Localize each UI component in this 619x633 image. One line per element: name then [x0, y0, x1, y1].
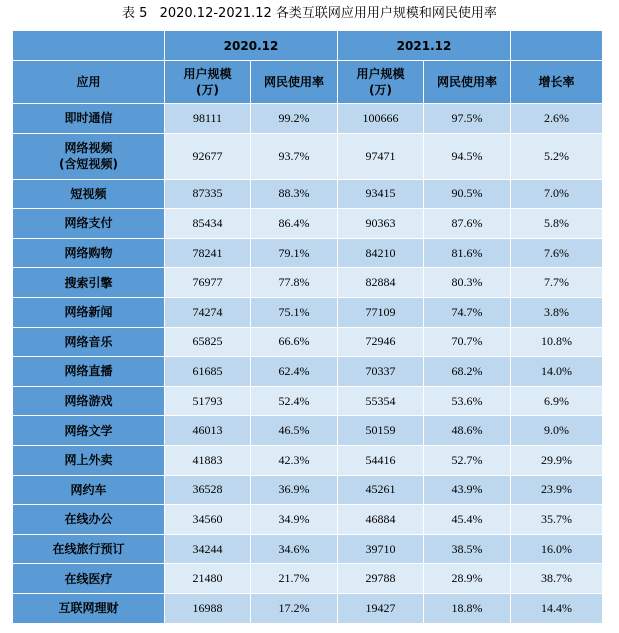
table-row	[13, 593, 603, 623]
table-row	[13, 238, 603, 268]
app-name-line: 网络支付	[64, 216, 113, 231]
usage-table	[12, 30, 603, 624]
cell-users-2021: 45261	[338, 475, 424, 505]
cell-rate-2020: 34.9%	[251, 505, 338, 535]
header-users-unit: (万)	[369, 83, 392, 97]
cell-growth: 5.2%	[511, 133, 603, 179]
cell-users-2020: 46013	[165, 416, 251, 446]
header-app: 应用	[13, 61, 165, 104]
cell-rate-2021: 74.7%	[424, 297, 511, 327]
cell-rate-2021: 43.9%	[424, 475, 511, 505]
cell-users-2020: 21480	[165, 564, 251, 594]
table-row	[13, 357, 603, 387]
table-row	[13, 445, 603, 475]
cell-app-name	[13, 564, 165, 594]
cell-growth: 9.0%	[511, 416, 603, 446]
app-name-subline: (含短视频)	[59, 157, 118, 172]
cell-users-2020: 16988	[165, 593, 251, 623]
table-body	[13, 104, 603, 624]
cell-users-2020: 36528	[165, 475, 251, 505]
cell-app-name	[13, 357, 165, 387]
cell-app-name	[13, 505, 165, 535]
app-name-line: 在线旅行预订	[52, 542, 125, 557]
cell-users-2020: 85434	[165, 209, 251, 239]
cell-rate-2020: 77.8%	[251, 268, 338, 298]
cell-users-2020: 51793	[165, 386, 251, 416]
cell-growth: 14.4%	[511, 593, 603, 623]
header-growth: 增长率	[511, 61, 603, 104]
header-blank-app	[13, 31, 165, 61]
cell-users-2021: 55354	[338, 386, 424, 416]
cell-users-2020: 41883	[165, 445, 251, 475]
table-row	[13, 209, 603, 239]
cell-rate-2021: 48.6%	[424, 416, 511, 446]
cell-users-2020: 34560	[165, 505, 251, 535]
header-rate-2020: 网民使用率	[251, 61, 338, 104]
table-row	[13, 505, 603, 535]
cell-rate-2021: 97.5%	[424, 104, 511, 134]
cell-app-name	[13, 209, 165, 239]
cell-app-name	[13, 238, 165, 268]
cell-users-2021: 97471	[338, 133, 424, 179]
cell-users-2020: 92677	[165, 133, 251, 179]
cell-rate-2021: 68.2%	[424, 357, 511, 387]
table-row	[13, 534, 603, 564]
cell-growth: 2.6%	[511, 104, 603, 134]
table-caption	[0, 4, 619, 24]
cell-users-2021: 54416	[338, 445, 424, 475]
cell-users-2020: 78241	[165, 238, 251, 268]
cell-rate-2021: 70.7%	[424, 327, 511, 357]
cell-app-name	[13, 327, 165, 357]
app-name-line: 短视频	[70, 186, 107, 201]
cell-users-2021: 19427	[338, 593, 424, 623]
header-users-2020	[165, 61, 251, 104]
cell-rate-2020: 17.2%	[251, 593, 338, 623]
cell-growth: 10.8%	[511, 327, 603, 357]
table-row	[13, 327, 603, 357]
cell-rate-2020: 62.4%	[251, 357, 338, 387]
header-users-label: 用户规模	[356, 67, 405, 81]
app-name-line: 网上外卖	[64, 453, 113, 468]
cell-app-name	[13, 445, 165, 475]
cell-rate-2021: 80.3%	[424, 268, 511, 298]
cell-app-name	[13, 475, 165, 505]
cell-rate-2020: 99.2%	[251, 104, 338, 134]
table-row	[13, 268, 603, 298]
cell-rate-2020: 46.5%	[251, 416, 338, 446]
cell-rate-2020: 66.6%	[251, 327, 338, 357]
cell-users-2021: 39710	[338, 534, 424, 564]
cell-users-2020: 98111	[165, 104, 251, 134]
table-row	[13, 297, 603, 327]
cell-app-name	[13, 133, 165, 179]
cell-users-2021: 50159	[338, 416, 424, 446]
cell-users-2020: 74274	[165, 297, 251, 327]
app-name-line: 网络购物	[64, 246, 113, 261]
cell-rate-2020: 86.4%	[251, 209, 338, 239]
cell-rate-2021: 28.9%	[424, 564, 511, 594]
cell-users-2021: 70337	[338, 357, 424, 387]
table-row	[13, 416, 603, 446]
table-row	[13, 133, 603, 179]
table-row	[13, 386, 603, 416]
cell-growth: 23.9%	[511, 475, 603, 505]
cell-rate-2021: 45.4%	[424, 505, 511, 535]
cell-rate-2021: 87.6%	[424, 209, 511, 239]
cell-users-2021: 46884	[338, 505, 424, 535]
header-users-label: 用户规模	[183, 67, 232, 81]
cell-rate-2021: 52.7%	[424, 445, 511, 475]
cell-rate-2021: 94.5%	[424, 133, 511, 179]
cell-users-2020: 65825	[165, 327, 251, 357]
cell-users-2020: 87335	[165, 179, 251, 209]
header-blank-growth	[511, 31, 603, 61]
app-name-line: 网络游戏	[64, 394, 113, 409]
cell-growth: 35.7%	[511, 505, 603, 535]
cell-users-2021: 84210	[338, 238, 424, 268]
table-row	[13, 104, 603, 134]
app-name-line: 网络直播	[64, 364, 113, 379]
app-name-line: 互联网理财	[58, 601, 119, 616]
cell-rate-2020: 93.7%	[251, 133, 338, 179]
app-name-line: 网络视频	[64, 141, 113, 156]
app-name-line: 即时通信	[64, 111, 113, 126]
cell-rate-2020: 79.1%	[251, 238, 338, 268]
cell-users-2021: 29788	[338, 564, 424, 594]
cell-growth: 7.7%	[511, 268, 603, 298]
header-users-2021	[338, 61, 424, 104]
header-period-2020: 2020.12	[165, 31, 338, 61]
cell-rate-2020: 52.4%	[251, 386, 338, 416]
cell-users-2021: 90363	[338, 209, 424, 239]
cell-users-2020: 61685	[165, 357, 251, 387]
cell-growth: 7.6%	[511, 238, 603, 268]
cell-rate-2021: 38.5%	[424, 534, 511, 564]
app-name-line: 网络文学	[64, 423, 113, 438]
app-name-line: 在线医疗	[64, 571, 113, 586]
cell-rate-2020: 21.7%	[251, 564, 338, 594]
table-row	[13, 475, 603, 505]
caption-title: 2020.12-2021.12 各类互联网应用用户规模和网民使用率	[159, 6, 497, 21]
cell-rate-2020: 42.3%	[251, 445, 338, 475]
cell-users-2021: 72946	[338, 327, 424, 357]
cell-rate-2021: 90.5%	[424, 179, 511, 209]
cell-app-name	[13, 297, 165, 327]
table-row	[13, 564, 603, 594]
cell-users-2020: 76977	[165, 268, 251, 298]
cell-rate-2020: 34.6%	[251, 534, 338, 564]
header-period-2021: 2021.12	[338, 31, 511, 61]
cell-users-2021: 77109	[338, 297, 424, 327]
cell-rate-2021: 18.8%	[424, 593, 511, 623]
cell-users-2020: 34244	[165, 534, 251, 564]
cell-growth: 7.0%	[511, 179, 603, 209]
cell-app-name	[13, 534, 165, 564]
cell-growth: 6.9%	[511, 386, 603, 416]
app-name-line: 搜索引擎	[64, 275, 113, 290]
table-row	[13, 179, 603, 209]
cell-growth: 29.9%	[511, 445, 603, 475]
cell-rate-2021: 53.6%	[424, 386, 511, 416]
cell-rate-2020: 36.9%	[251, 475, 338, 505]
cell-growth: 38.7%	[511, 564, 603, 594]
header-rate-2021: 网民使用率	[424, 61, 511, 104]
cell-app-name	[13, 179, 165, 209]
cell-app-name	[13, 386, 165, 416]
cell-growth: 5.8%	[511, 209, 603, 239]
app-name-line: 网络新闻	[64, 305, 113, 320]
app-name-line: 在线办公	[64, 512, 113, 527]
header-users-unit: (万)	[196, 83, 219, 97]
cell-users-2021: 82884	[338, 268, 424, 298]
cell-users-2021: 100666	[338, 104, 424, 134]
cell-app-name	[13, 593, 165, 623]
cell-users-2021: 93415	[338, 179, 424, 209]
app-name-line: 网络音乐	[64, 334, 113, 349]
cell-rate-2020: 75.1%	[251, 297, 338, 327]
cell-rate-2021: 81.6%	[424, 238, 511, 268]
caption-label: 表 5	[122, 6, 148, 21]
cell-growth: 16.0%	[511, 534, 603, 564]
cell-app-name	[13, 416, 165, 446]
cell-app-name	[13, 104, 165, 134]
cell-app-name	[13, 268, 165, 298]
cell-growth: 3.8%	[511, 297, 603, 327]
cell-rate-2020: 88.3%	[251, 179, 338, 209]
cell-growth: 14.0%	[511, 357, 603, 387]
app-name-line: 网约车	[70, 482, 107, 497]
